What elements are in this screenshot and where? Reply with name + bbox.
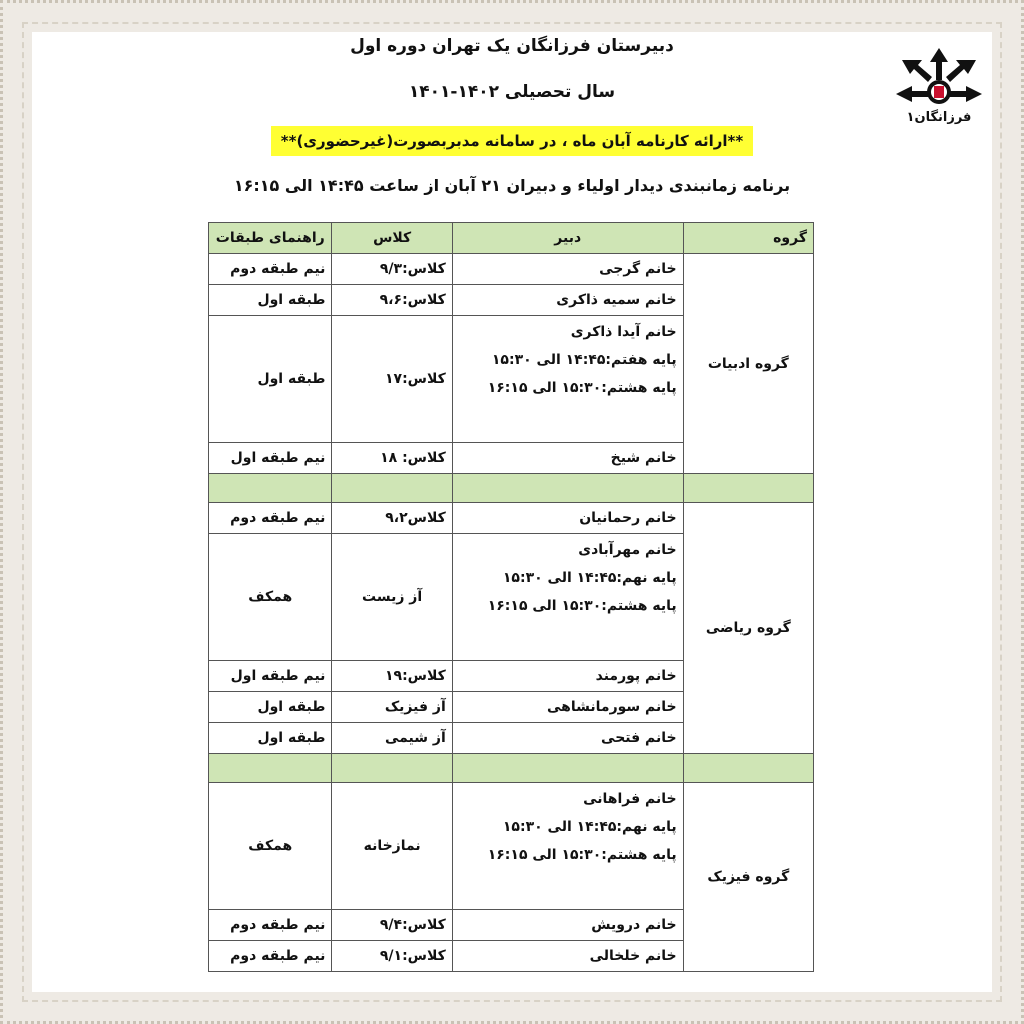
group-cell: گروه ریاضی [683, 503, 813, 754]
section-divider-row [209, 474, 814, 503]
teacher-cell: خانم پورمند [452, 661, 683, 692]
table-row [209, 783, 814, 910]
guide-cell: طبقه اول [209, 723, 332, 754]
col-header-teacher: دبیر [452, 223, 683, 254]
teacher-cell: خانم آیدا ذاکری پایه هفتم:۱۴:۴۵ الی ۱۵:۳۰ پایه هشتم:۱۵:۳۰ الی ۱۶:۱۵ [452, 316, 683, 443]
schedule-heading: برنامه زمانبندی دیدار اولیاء و دبیران ۲۱ آبان از ساعت ۱۴:۴۵ الی ۱۶:۱۵ [233, 176, 791, 195]
schedule-table [208, 222, 814, 972]
class-cell: نمازخانه [332, 783, 452, 910]
class-cell: آز شیمی [332, 723, 452, 754]
report-card-notice: **ارائه کارنامه آبان ماه ، در سامانه مدبربصورت(غیرحضوری)** [271, 126, 754, 156]
teacher-cell: خانم سمیه ذاکری [452, 285, 683, 316]
guide-cell: طبقه اول [209, 285, 332, 316]
teacher-cell: خانم مهرآبادی پایه نهم:۱۴:۴۵ الی ۱۵:۳۰ پایه هشتم:۱۵:۳۰ الی ۱۶:۱۵ [452, 534, 683, 661]
class-cell: آز فیزیک [332, 692, 452, 723]
school-title: دبیرستان فرزانگان یک تهران دوره اول [350, 36, 674, 56]
logo-arrows-icon [894, 46, 984, 112]
group-cell: گروه ادبیات [683, 254, 813, 474]
guide-cell: طبقه اول [209, 692, 332, 723]
class-cell: کلاس: ۱۸ [332, 443, 452, 474]
col-header-guide: راهنمای طبقات [209, 223, 332, 254]
teacher-cell: خانم گرجی [452, 254, 683, 285]
table-header-row [209, 223, 814, 254]
class-cell: کلاس:۹،۶ [332, 285, 452, 316]
table-row [209, 254, 814, 285]
academic-year: سال تحصیلی ۱۴۰۲-۱۴۰۱ [408, 82, 616, 102]
teacher-cell: خانم فتحی [452, 723, 683, 754]
school-logo [894, 46, 984, 142]
table-row [209, 503, 814, 534]
class-cell: کلاس:۱۷ [332, 316, 452, 443]
class-cell: کلاس۹،۲ [332, 503, 452, 534]
teacher-cell: خانم سورمانشاهی [452, 692, 683, 723]
guide-cell: نیم طبقه دوم [209, 910, 332, 941]
col-header-group: گروه [683, 223, 813, 254]
guide-cell: طبقه اول [209, 316, 332, 443]
teacher-cell: خانم فراهانی پایه نهم:۱۴:۴۵ الی ۱۵:۳۰ پایه هشتم:۱۵:۳۰ الی ۱۶:۱۵ [452, 783, 683, 910]
group-cell: گروه فیزیک [683, 783, 813, 972]
col-header-class: کلاس [332, 223, 452, 254]
logo-text: فرزانگان۱ [906, 110, 972, 125]
guide-cell: همکف [209, 783, 332, 910]
guide-cell: نیم طبقه دوم [209, 941, 332, 972]
teacher-cell: خانم درویش [452, 910, 683, 941]
document-page [60, 22, 972, 1002]
teacher-cell: خانم رحمانیان [452, 503, 683, 534]
class-cell: کلاس:۹/۴ [332, 910, 452, 941]
class-cell: کلاس:۹/۱ [332, 941, 452, 972]
guide-cell: همکف [209, 534, 332, 661]
class-cell: کلاس:۹/۳ [332, 254, 452, 285]
guide-cell: نیم طبقه دوم [209, 503, 332, 534]
class-cell: کلاس:۱۹ [332, 661, 452, 692]
guide-cell: نیم طبقه اول [209, 443, 332, 474]
class-cell: آز زیست [332, 534, 452, 661]
guide-cell: نیم طبقه اول [209, 661, 332, 692]
teacher-cell: خانم شیخ [452, 443, 683, 474]
teacher-cell: خانم خلخالی [452, 941, 683, 972]
section-divider-row [209, 754, 814, 783]
guide-cell: نیم طبقه دوم [209, 254, 332, 285]
